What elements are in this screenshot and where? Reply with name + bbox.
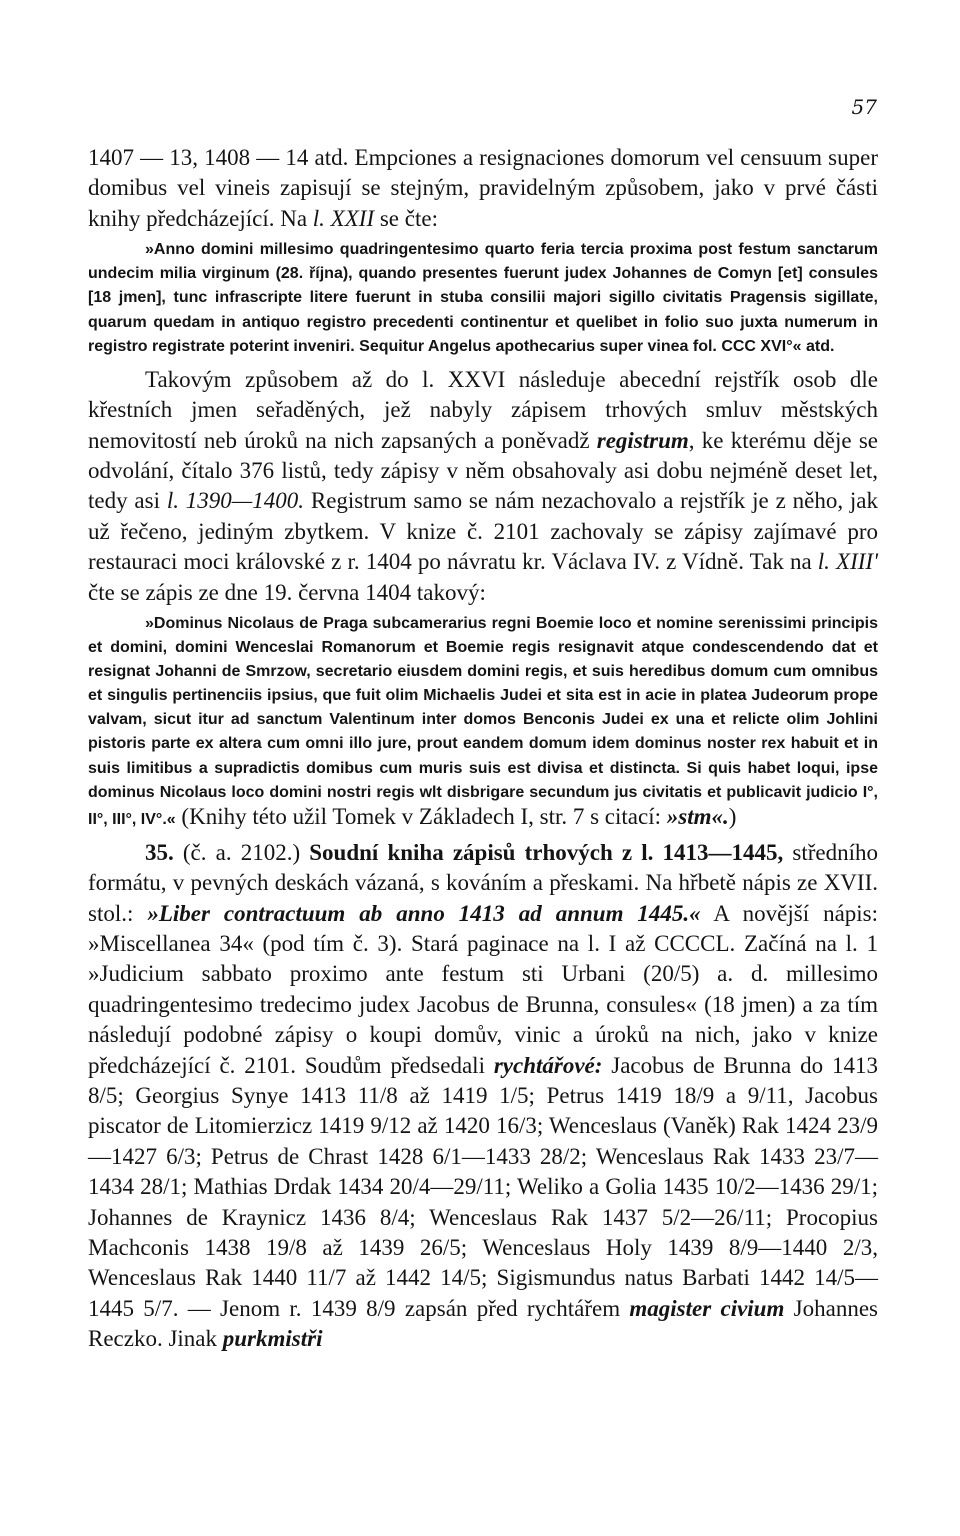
paragraph-entry-35 — [88, 838, 878, 1355]
term-rychtarove: rychtářové: — [493, 1052, 603, 1078]
spine-inscription: »Liber contractuum ab anno 1413 ad annum 1445.« — [147, 900, 701, 926]
paragraph-intro — [88, 143, 878, 234]
entry-judges-list: Jacobus de Brunna do 1413 8/5; Georgius Synye 1413 11/8 až 1419 1/5; Petrus 1419 18/9 a 9/11, Jacobus piscator de Litomierzicz 1419 9/12 až 1420 16/3; Wenceslaus (Vaněk) Rak 1424 23/9—1427 6/3; Petrus de Chrast 1428 6/1—1433 28/2; Wenceslaus Rak 1433 23/7—1434 28/1; Mathias Drdak 1434 20/4—29/11; Weliko a Golia 1435 10/2—1436 29/1; Johannes de Kraynicz 1436 8/4; Wenceslaus Rak 1437 5/2—26/11; Procopius Machconis 1438 19/8 až 1439 26/5; Wenceslaus Holy 1439 8/9—1440 2/3, Wenceslaus Rak 1440 11/7 až 1442 14/5; Sigismundus natus Barbati 1442 14/5—1445 5/7. — Jenom r. 1439 8/9 zapsán před rychtářem — [88, 1052, 878, 1321]
register-text-4: čte se zápis ze dne 19. června 1404 takový: — [88, 579, 486, 605]
page-number: 57 — [851, 95, 877, 119]
folio-ref-xxii: l. XXII — [312, 205, 375, 231]
register-text-2: , ke kterému děje se odvolání, čítalo 376 listů, tedy zápisy v něm obsahovaly asi dobu nejméně deset let, tedy asi — [88, 427, 879, 514]
tomek-note-end: ) — [728, 803, 737, 829]
latin-quote-2-text: »Dominus Nicolaus de Praga subcamerarius regni Boemie loco et nomine serenissimi principis et domini, domini Wenceslai Romanorum et Boemie regis resignavit atque condescendendo dat et resignat Johanni de Smrzow, secretario eiusdem domini regis, et suis heredibus domum cum omnibus et singulis pertinenciis ipsius, que fuit olim Michaelis Judei et sita est in acie in platea Judeorum prope valvam, sicut itur ad sanctum Valentinum inter domos Benconis Judei ex una et relicte olim Johlini pistoris parte ex altera cum omni illo jure, prout eandem domum idem dominus noster rex habuit et in suis limitibus a supradictis domibus cum muris suis est divisa et distincta. Si quis habet loqui, ipse dominus Nicolaus loco domini nostri regis wlt disbrigare secundum jus civitatis et publicavit judicio I°, II°, III°, IV°.« — [88, 614, 878, 828]
term-registrum: registrum — [596, 427, 689, 453]
paragraph-register — [88, 365, 878, 608]
date-range-1390-1400: l. 1390—1400. — [166, 488, 305, 514]
entry-text-3: Johannes Reczko. Jinak — [88, 1295, 878, 1352]
entry-number: 35. — [145, 839, 174, 865]
intro-text-end: se čte: — [374, 205, 438, 231]
latin-quote-2 — [88, 612, 878, 832]
tomek-note: (Knihy této užil Tomek v Základech I, str. 7 s citací: — [175, 803, 667, 829]
entry-text-2: A novější nápis: »Miscellanea 34« (pod tím č. 3). Stará paginace na l. I až CCCCL. Začíná na l. 1 »Judicium sabbato proximo ante festum sti Urbani (20/5) a. d. millesimo quadringentesimo tredecimo judex Jacobus de Brunna, consules« (18 jmen) a za tím následují podobné zápisy o koupi domův, vinic a úroků na nich, jako v knize předcházející č. 2101. Soudům předsedali — [88, 900, 879, 1078]
entry-text-1: středního formátu, v pevných deskách vázaná, s kováním a přeskami. Na hřbetě nápis ze XVII. stol.: — [88, 839, 878, 926]
term-magister-civium: magister civium — [629, 1295, 785, 1321]
register-text-3: Registrum samo se nám nezachovalo a rejstřík je z něho, jak už řečeno, jediným zbytkem. V knize č. 2101 zachovaly se zápisy zajímavé pro restauraci moci královské z r. 1404 po návratu kr. Václava IV. z Vídně. Tak na — [88, 488, 879, 575]
register-text-1: Takovým způsobem až do l. XXVI následuje abecední rejstřík osob dle křestních jmen seřaděných, jež nabyly zápisem trhových smluv městských nemovitostí neb úroků na nich zapsaných a poněvadž — [88, 366, 878, 453]
latin-quote-1-text: »Anno domini millesimo quadringentesimo quarto feria tercia proxima post festum sanctarum undecim milia virginum (28. října), quando presentes fuerunt judex Johannes de Comyn [et] consules [18 jmen], tunc infrascripte litere fuerunt in stuba consilii majori sigillo civitatis Pragensis sigillate, quarum quedam in antiquo registro precedenti continentur et quelibet in folio suo juxta numerum in registro registrate poterint inveniri. Sequitur Angelus apothecarius super vinea fol. CCC XVI°« atd. — [88, 241, 878, 355]
entry-title: Soudní kniha zápisů trhových z l. 1413—1445, — [309, 839, 784, 865]
latin-quote-1 — [88, 238, 878, 358]
citation-stm: »stm«. — [666, 803, 729, 829]
term-purkmistri: purkmistři — [222, 1326, 323, 1352]
intro-text: 1407 — 13, 1408 — 14 atd. Empciones a resignaciones domorum vel censuum super domibus vel vineis zapisují se stejným, pravidelným způsobem, jako v prvé části knihy předcházející. Na — [88, 145, 878, 231]
folio-ref-xiii: l. XIII' — [817, 549, 878, 575]
page-body — [88, 143, 878, 1355]
entry-catalog-number: (č. a. 2102.) — [173, 839, 310, 865]
